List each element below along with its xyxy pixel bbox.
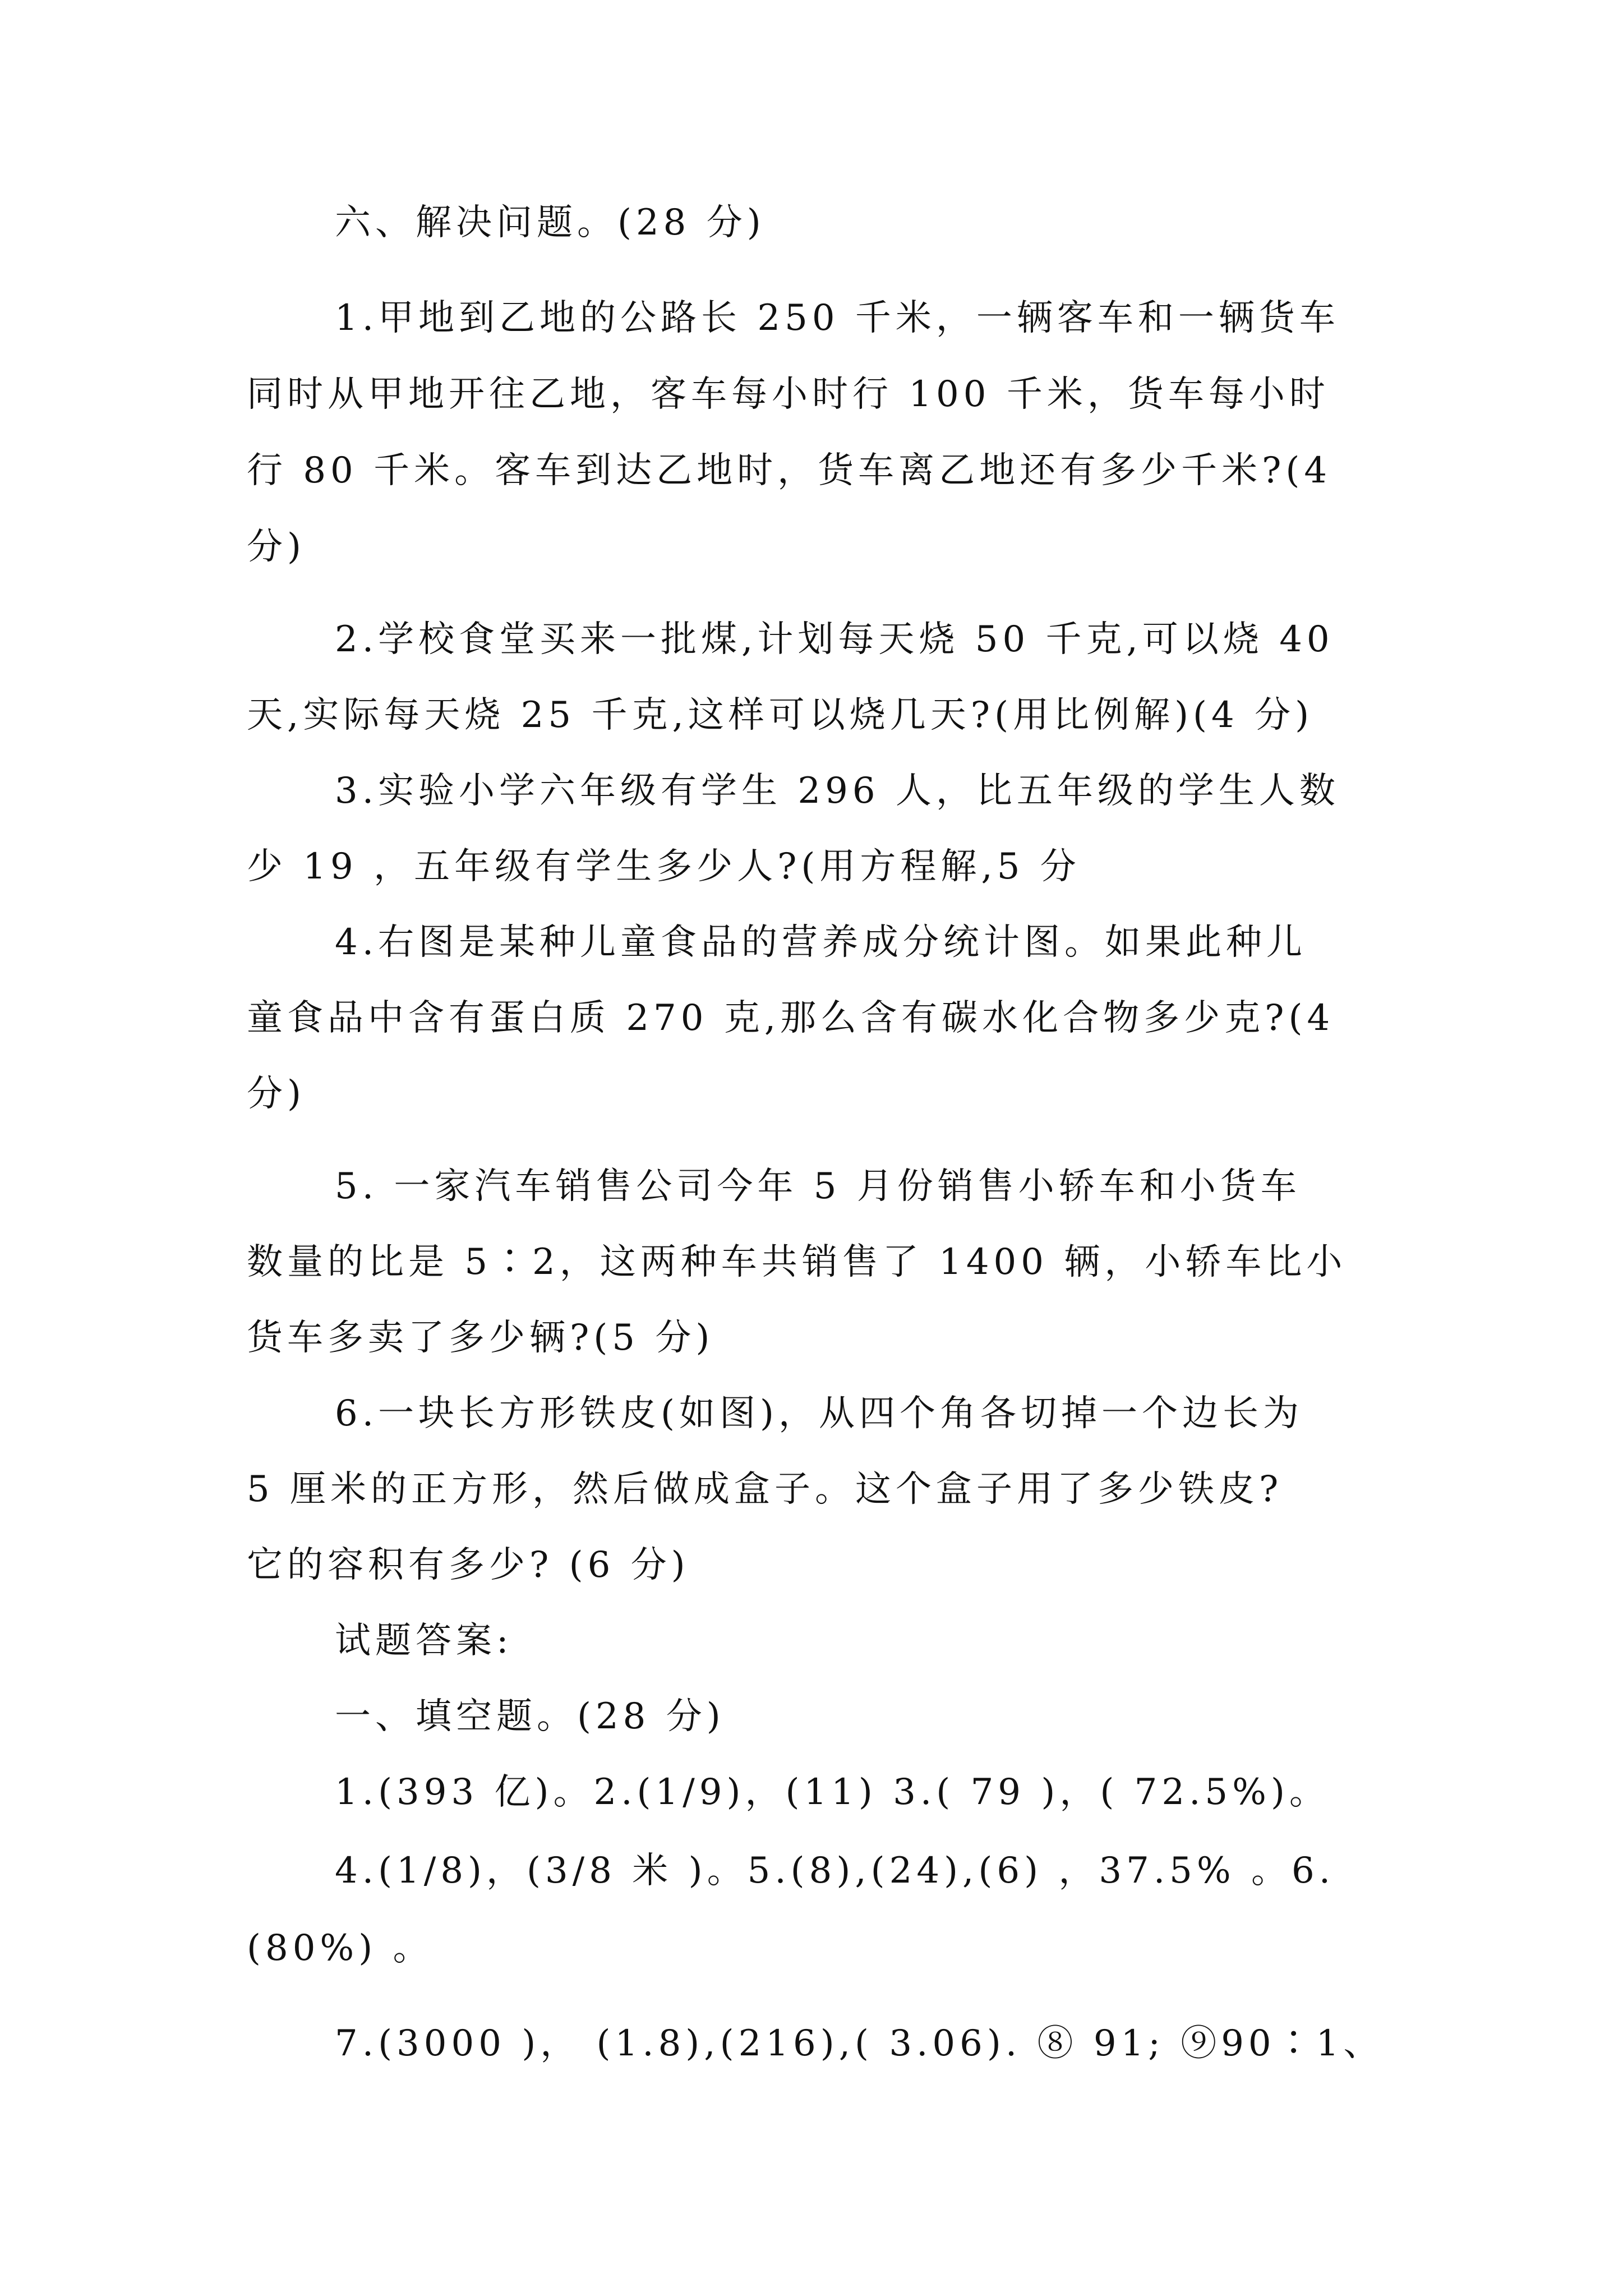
question-5-line-3: 货车多卖了多少辆?(5 分): [247, 1317, 714, 1359]
question-6-line-3: 它的容积有多少? (6 分): [247, 1544, 690, 1586]
question-1-line-3: 行 80 千米。客车到达乙地时，货车离乙地还有多少千米?(4: [247, 450, 1332, 491]
section-heading: 六、解决问题。(28 分): [335, 202, 766, 243]
question-1-line-2: 同时从甲地开往乙地，客车每小时行 100 千米，货车每小时: [247, 374, 1330, 415]
answers-line-3: (80%) 。: [247, 1927, 434, 1969]
answers-line-2: 4.(1/8)，(3/8 米 )。5.(8),(24),(6) ，37.5% 。6.: [335, 1850, 1335, 1892]
question-3-line-1: 3.实验小学六年级有学生 296 人，比五年级的学生人数: [335, 770, 1340, 812]
question-3-line-2: 少 19 ，五年级有学生多少人?(用方程解,5 分: [247, 846, 1081, 887]
answers-title: 试题答案:: [335, 1620, 513, 1662]
question-2-line-1: 2.学校食堂买来一批煤,计划每天烧 50 千克,可以烧 40: [335, 619, 1334, 660]
question-4-line-2: 童食品中含有蛋白质 270 克,那么含有碳水化合物多少克?(4: [247, 997, 1335, 1039]
question-6-line-1: 6.一块长方形铁皮(如图)，从四个角各切掉一个边长为: [335, 1393, 1303, 1434]
answers-section-heading: 一、填空题。(28 分): [335, 1696, 725, 1737]
question-2-line-2: 天,实际每天烧 25 千克,这样可以烧几天?(用比例解)(4 分): [247, 694, 1314, 736]
question-6-line-2: 5 厘米的正方形，然后做成盒子。这个盒子用了多少铁皮?: [247, 1469, 1283, 1510]
question-4-line-1: 4.右图是某种儿童食品的营养成分统计图。如果此种儿: [335, 922, 1307, 963]
question-1-line-4: 分): [247, 526, 306, 568]
question-1-line-1: 1.甲地到乙地的公路长 250 千米，一辆客车和一辆货车: [335, 297, 1340, 339]
question-5-line-1: 5. 一家汽车销售公司今年 5 月份销售小轿车和小货车: [335, 1166, 1301, 1207]
answers-line-1: 1.(393 亿)。2.(1/9)，(11) 3.( 79 )，( 72.5%)。: [335, 1772, 1330, 1813]
answers-line-4: 7.(3000 )， (1.8),(216),( 3.06). ⑧ 91; ⑨90∶1、: [335, 2023, 1384, 2064]
question-5-line-2: 数量的比是 5∶2，这两种车共销售了 1400 辆，小轿车比小: [247, 1241, 1347, 1283]
question-4-line-3: 分): [247, 1073, 306, 1115]
